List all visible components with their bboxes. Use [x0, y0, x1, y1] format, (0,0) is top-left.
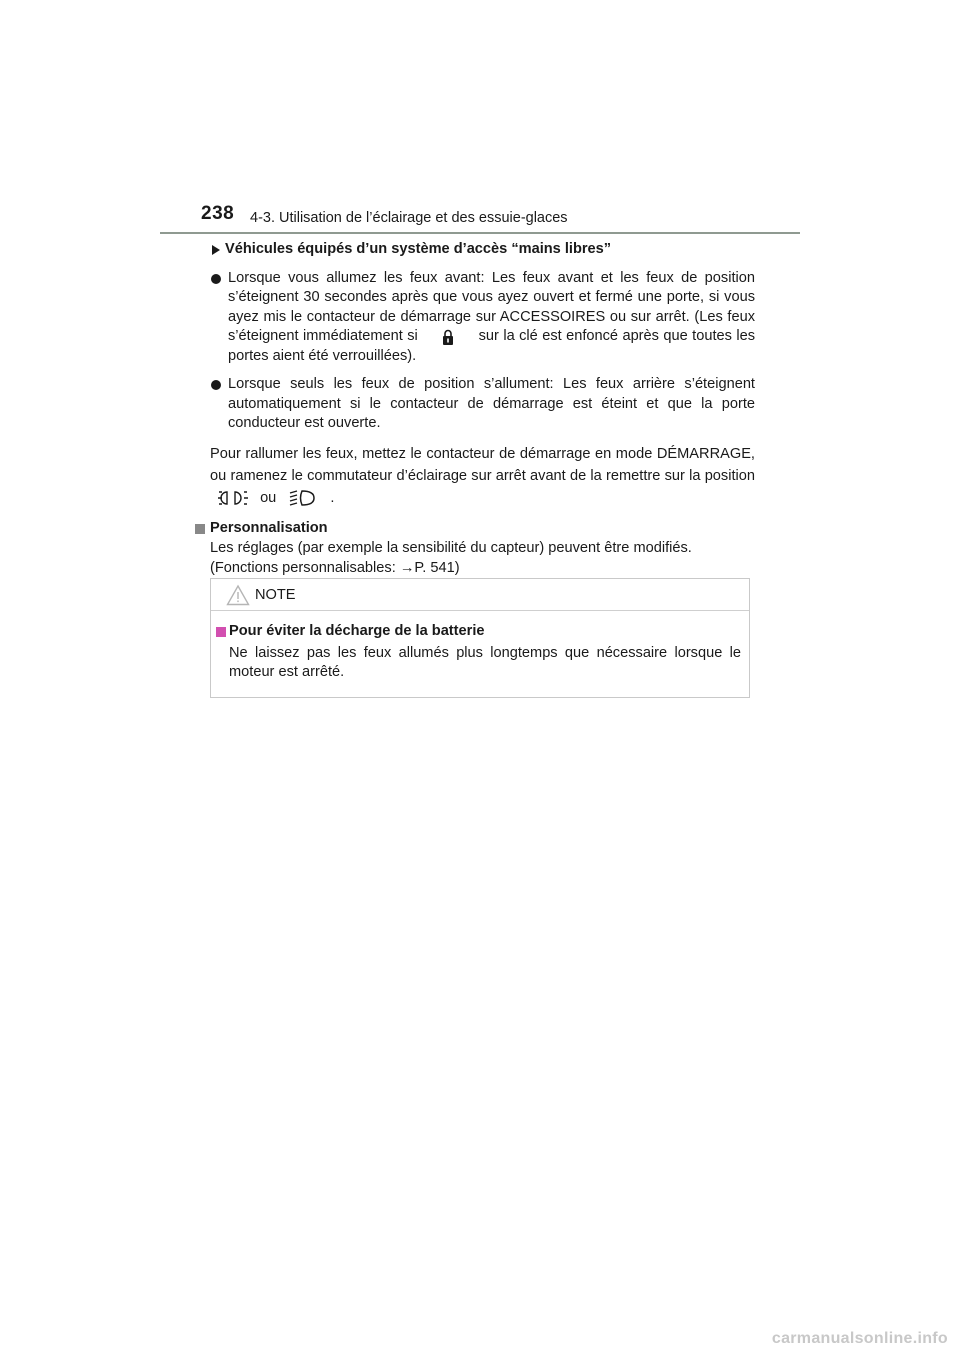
parking-lights-icon [210, 487, 256, 509]
bullet-item: Lorsque seuls les feux de position s’allument: Les feux arrière s’éteignent automatiquement si le contacteur de démarrage est éteint et que la porte conducteur est ouverte. [210, 375, 755, 434]
note-text: Ne laissez pas les feux allumés plus longtemps que nécessaire lorsque le moteur est arrêté. [229, 644, 741, 680]
bullet-dot-icon [211, 380, 221, 390]
note-box [210, 578, 750, 698]
header-rule [160, 232, 800, 234]
bullet-dot-icon [211, 274, 221, 284]
personalization-text: Les réglages (par exemple la sensibilité du capteur) peuvent être modifiés. (Fonctions personnalisables: →P. 541) [210, 540, 692, 576]
note-header [211, 579, 749, 611]
section-heading: Personnalisation [195, 519, 755, 539]
headlight-icon [280, 487, 326, 509]
square-bullet-icon [195, 524, 205, 534]
lock-icon [422, 327, 474, 347]
paragraph: Pour rallumer les feux, mettez le contacteur de démarrage en mode DÉMARRAGE, ou ramenez le commutateur d’éclairage sur arrêt avant de la remettre sur la position ou . [210, 443, 755, 509]
bullet-item: Lorsque vous allumez les feux avant: Les feux avant et les feux de position s’éteignent 30 secondes après que vous ayez ouvert et fermé une porte, si vous ayez mis le contacteur de démarrage sur ACCESSOIRES ou sur arrêt. (Les feux s’éteignent immédiatement si sur la clé est enfoncé après que toutes les portes aient été verrouillées). [210, 269, 755, 367]
triangle-bullet-icon [212, 245, 220, 255]
watermark: carmanualsonline.info [771, 1330, 948, 1347]
warning-triangle-icon [226, 584, 250, 606]
page-reference-link[interactable]: P. 541) [414, 559, 460, 576]
sub-heading: Véhicules équipés d’un système d’accès “mains libres” [210, 240, 755, 260]
main-content [210, 240, 755, 578]
chapter-title: 4-3. Utilisation de l’éclairage et des essuie-glaces [250, 210, 568, 226]
page-number: 238 [201, 203, 235, 224]
note-heading: Pour éviter la décharge de la batterie [216, 622, 741, 642]
square-bullet-icon [216, 627, 226, 637]
note-title: NOTE [255, 587, 296, 603]
note-body [216, 622, 741, 683]
